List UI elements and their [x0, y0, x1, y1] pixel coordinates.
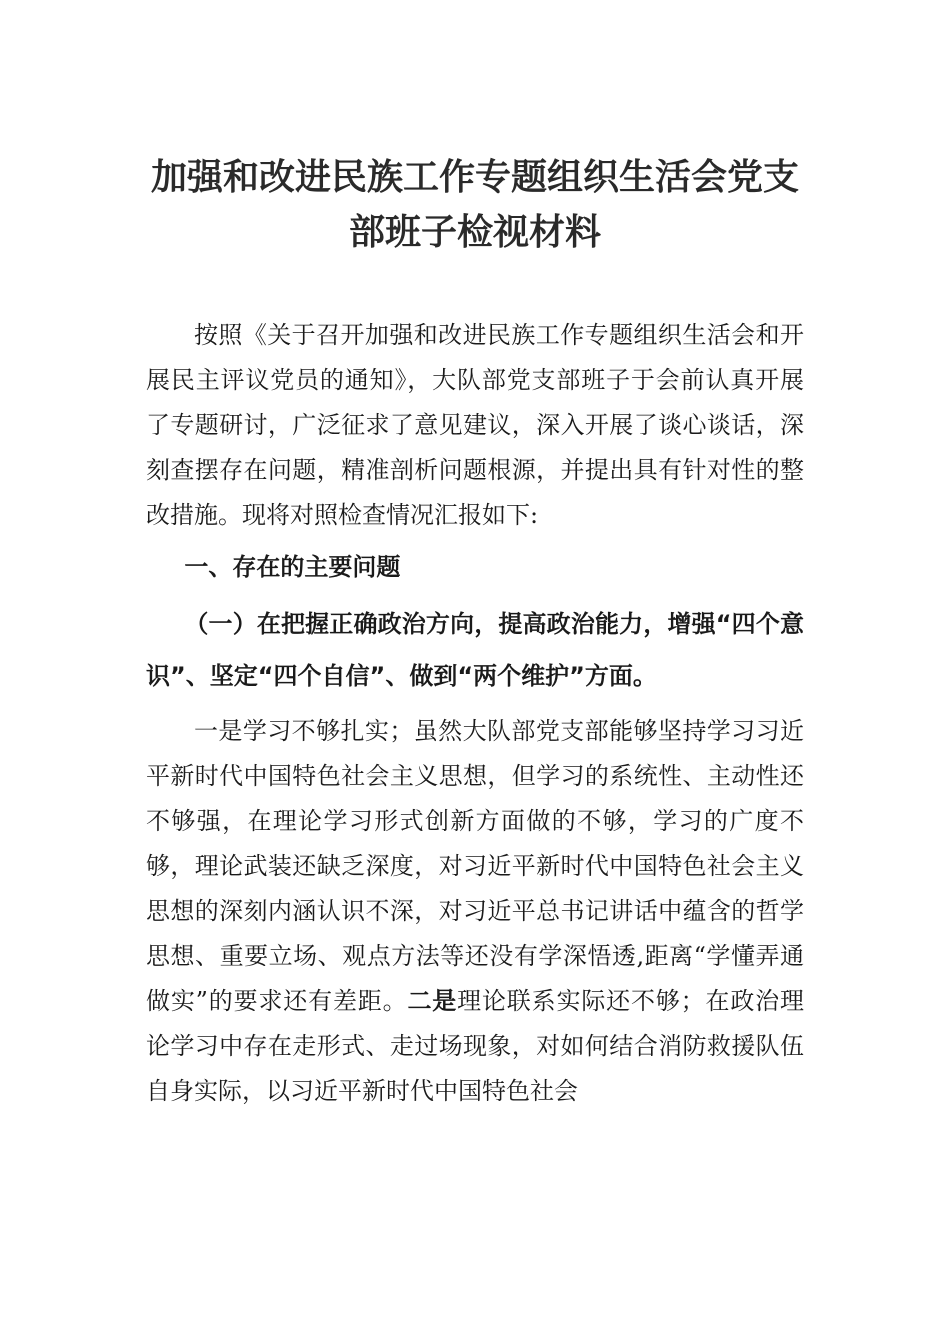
document-body: [146, 313, 804, 1114]
paragraph-bold-marker: 二是: [407, 987, 458, 1015]
body-paragraph: [146, 709, 804, 1114]
intro-paragraph: 按照《关于召开加强和改进民族工作专题组织生活会和开展民主评议党员的通知》，大队部党支部班子于会前认真开展了专题研讨，广泛征求了意见建议，深入开展了谈心谈话，深刻查摆存在问题，精准剖析问题根源，并提出具有针对性的整改措施。现将对照检查情况汇报如下:: [146, 321, 804, 529]
paragraph-text-part2: 理论联系实际还不够；在政治理论学习中存在走形式、走过场现象，对如何结合消防救援队伍自身实际，以习近平新时代中国特色社会: [146, 987, 804, 1105]
subsection-heading: （一）在把握正确政治方向，提高政治能力，增强“四个意识”、坚定“四个自信”、做到“两个维护”方面。: [146, 610, 804, 690]
paragraph-text-part1: 一是学习不够扎实；虽然大队部党支部能够坚持学习习近平新时代中国特色社会主义思想，但学习的系统性、主动性还不够强，在理论学习形式创新方面做的不够，学习的广度不够，理论武装还缺乏深度，对习近平新时代中国特色社会主义思想的深刻内涵认识不深，对习近平总书记讲话中蕴含的哲学思想、重要立场、观点方法等还没有学深悟透,距离“学懂弄通做实”的要求还有差距。: [146, 717, 804, 1015]
section-heading: 一、存在的主要问题: [184, 553, 401, 581]
document-title: 加强和改进民族工作专题组织生活会党支部班子检视材料: [150, 156, 799, 253]
